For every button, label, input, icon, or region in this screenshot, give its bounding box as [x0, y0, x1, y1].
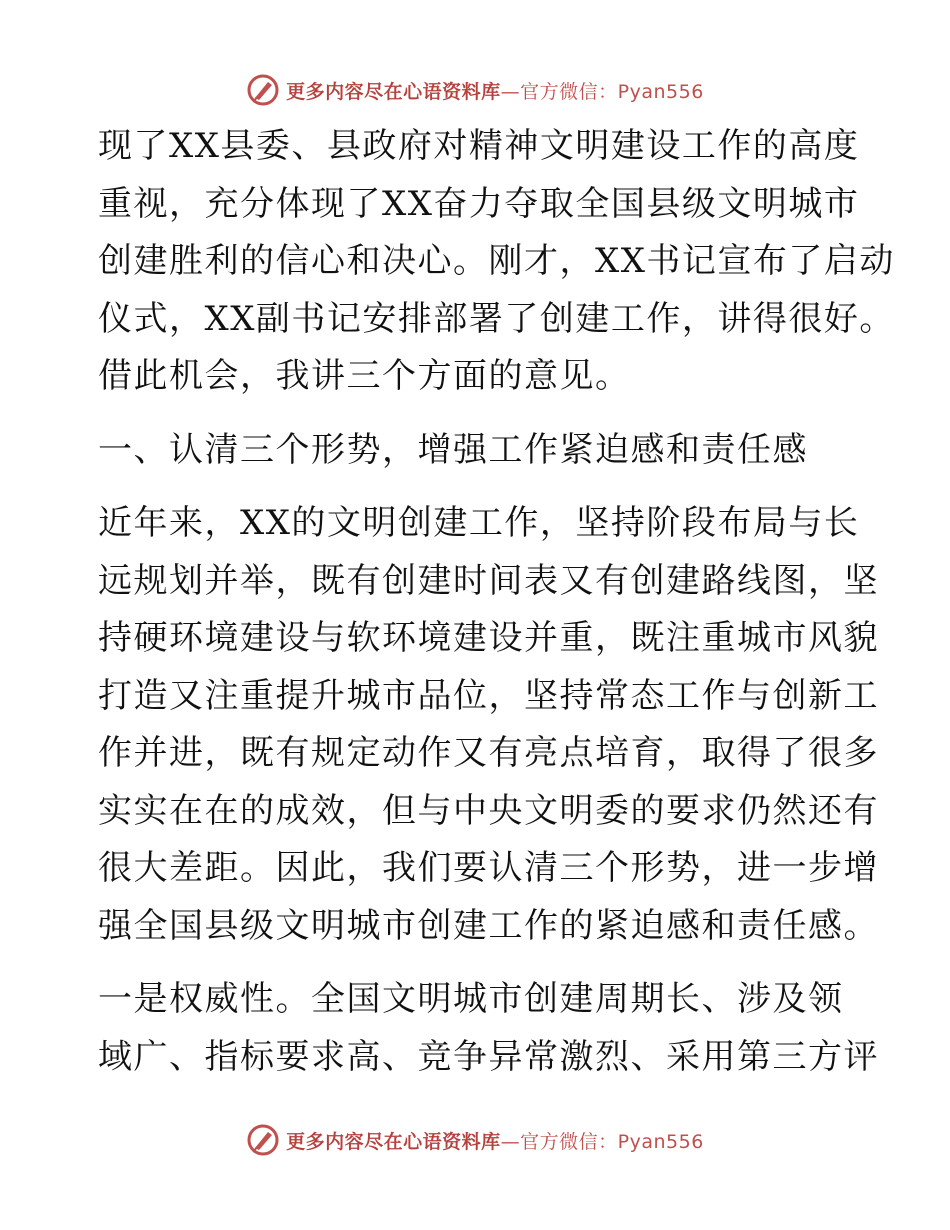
watermark-text: 更多内容尽在心语资料库—官方微信：Pyan556 — [286, 1130, 704, 1153]
section-heading — [98, 422, 858, 480]
text-line: 持硬环境建设与软环境建设并重，既注重城市风貌 — [98, 618, 879, 658]
text-line: 域广、指标要求高、竞争异常激烈、采用第三方评 — [98, 1036, 879, 1077]
text-line: 打造又注重提升城市品位，坚持常态工作与创新工 — [98, 675, 879, 716]
text-line: 重视，充分体现了XX奋力夺取全国县级文明城市 — [98, 183, 860, 224]
text-line: 一是权威性。全国文明城市创建周期长、涉及领 — [98, 979, 844, 1019]
text-line: 作并进，既有规定动作又有亮点培育，取得了很多 — [98, 733, 879, 773]
quill-seal-logo-icon — [246, 73, 280, 107]
text-line: 很大差距。因此，我们要认清三个形势，进一步增 — [98, 848, 879, 888]
quill-seal-logo-icon — [246, 1123, 280, 1157]
text-line: 借此机会，我讲三个方面的意见。 — [98, 356, 631, 396]
text-line: 实实在在的成效，但与中央文明委的要求仍然还有 — [98, 790, 879, 831]
text-line: 近年来，XX的文明创建工作，坚持阶段布局与长 — [98, 503, 860, 543]
header-watermark — [0, 68, 950, 112]
paragraph-overview — [98, 495, 879, 955]
text-line: 远规划并举，既有创建时间表又有创建路线图，坚 — [98, 560, 879, 601]
heading-line: 一、认清三个形势，增强工作紧迫感和责任感 — [98, 429, 808, 470]
text-line: 创建胜利的信心和决心。刚才，XX书记宣布了启动 — [98, 241, 895, 281]
text-line: 强全国县级文明城市创建工作的紧迫感和责任感。 — [98, 905, 879, 946]
footer-watermark — [0, 1118, 950, 1162]
text-line: 现了XX县委、县政府对精神文明建设工作的高度 — [98, 126, 860, 166]
text-line: 仪式，XX副书记安排部署了创建工作，讲得很好。 — [98, 298, 895, 339]
paragraph-intro — [98, 118, 895, 406]
watermark-text: 更多内容尽在心语资料库—官方微信：Pyan556 — [286, 80, 704, 103]
paragraph-authority — [98, 971, 879, 1086]
document-body — [98, 118, 895, 1086]
